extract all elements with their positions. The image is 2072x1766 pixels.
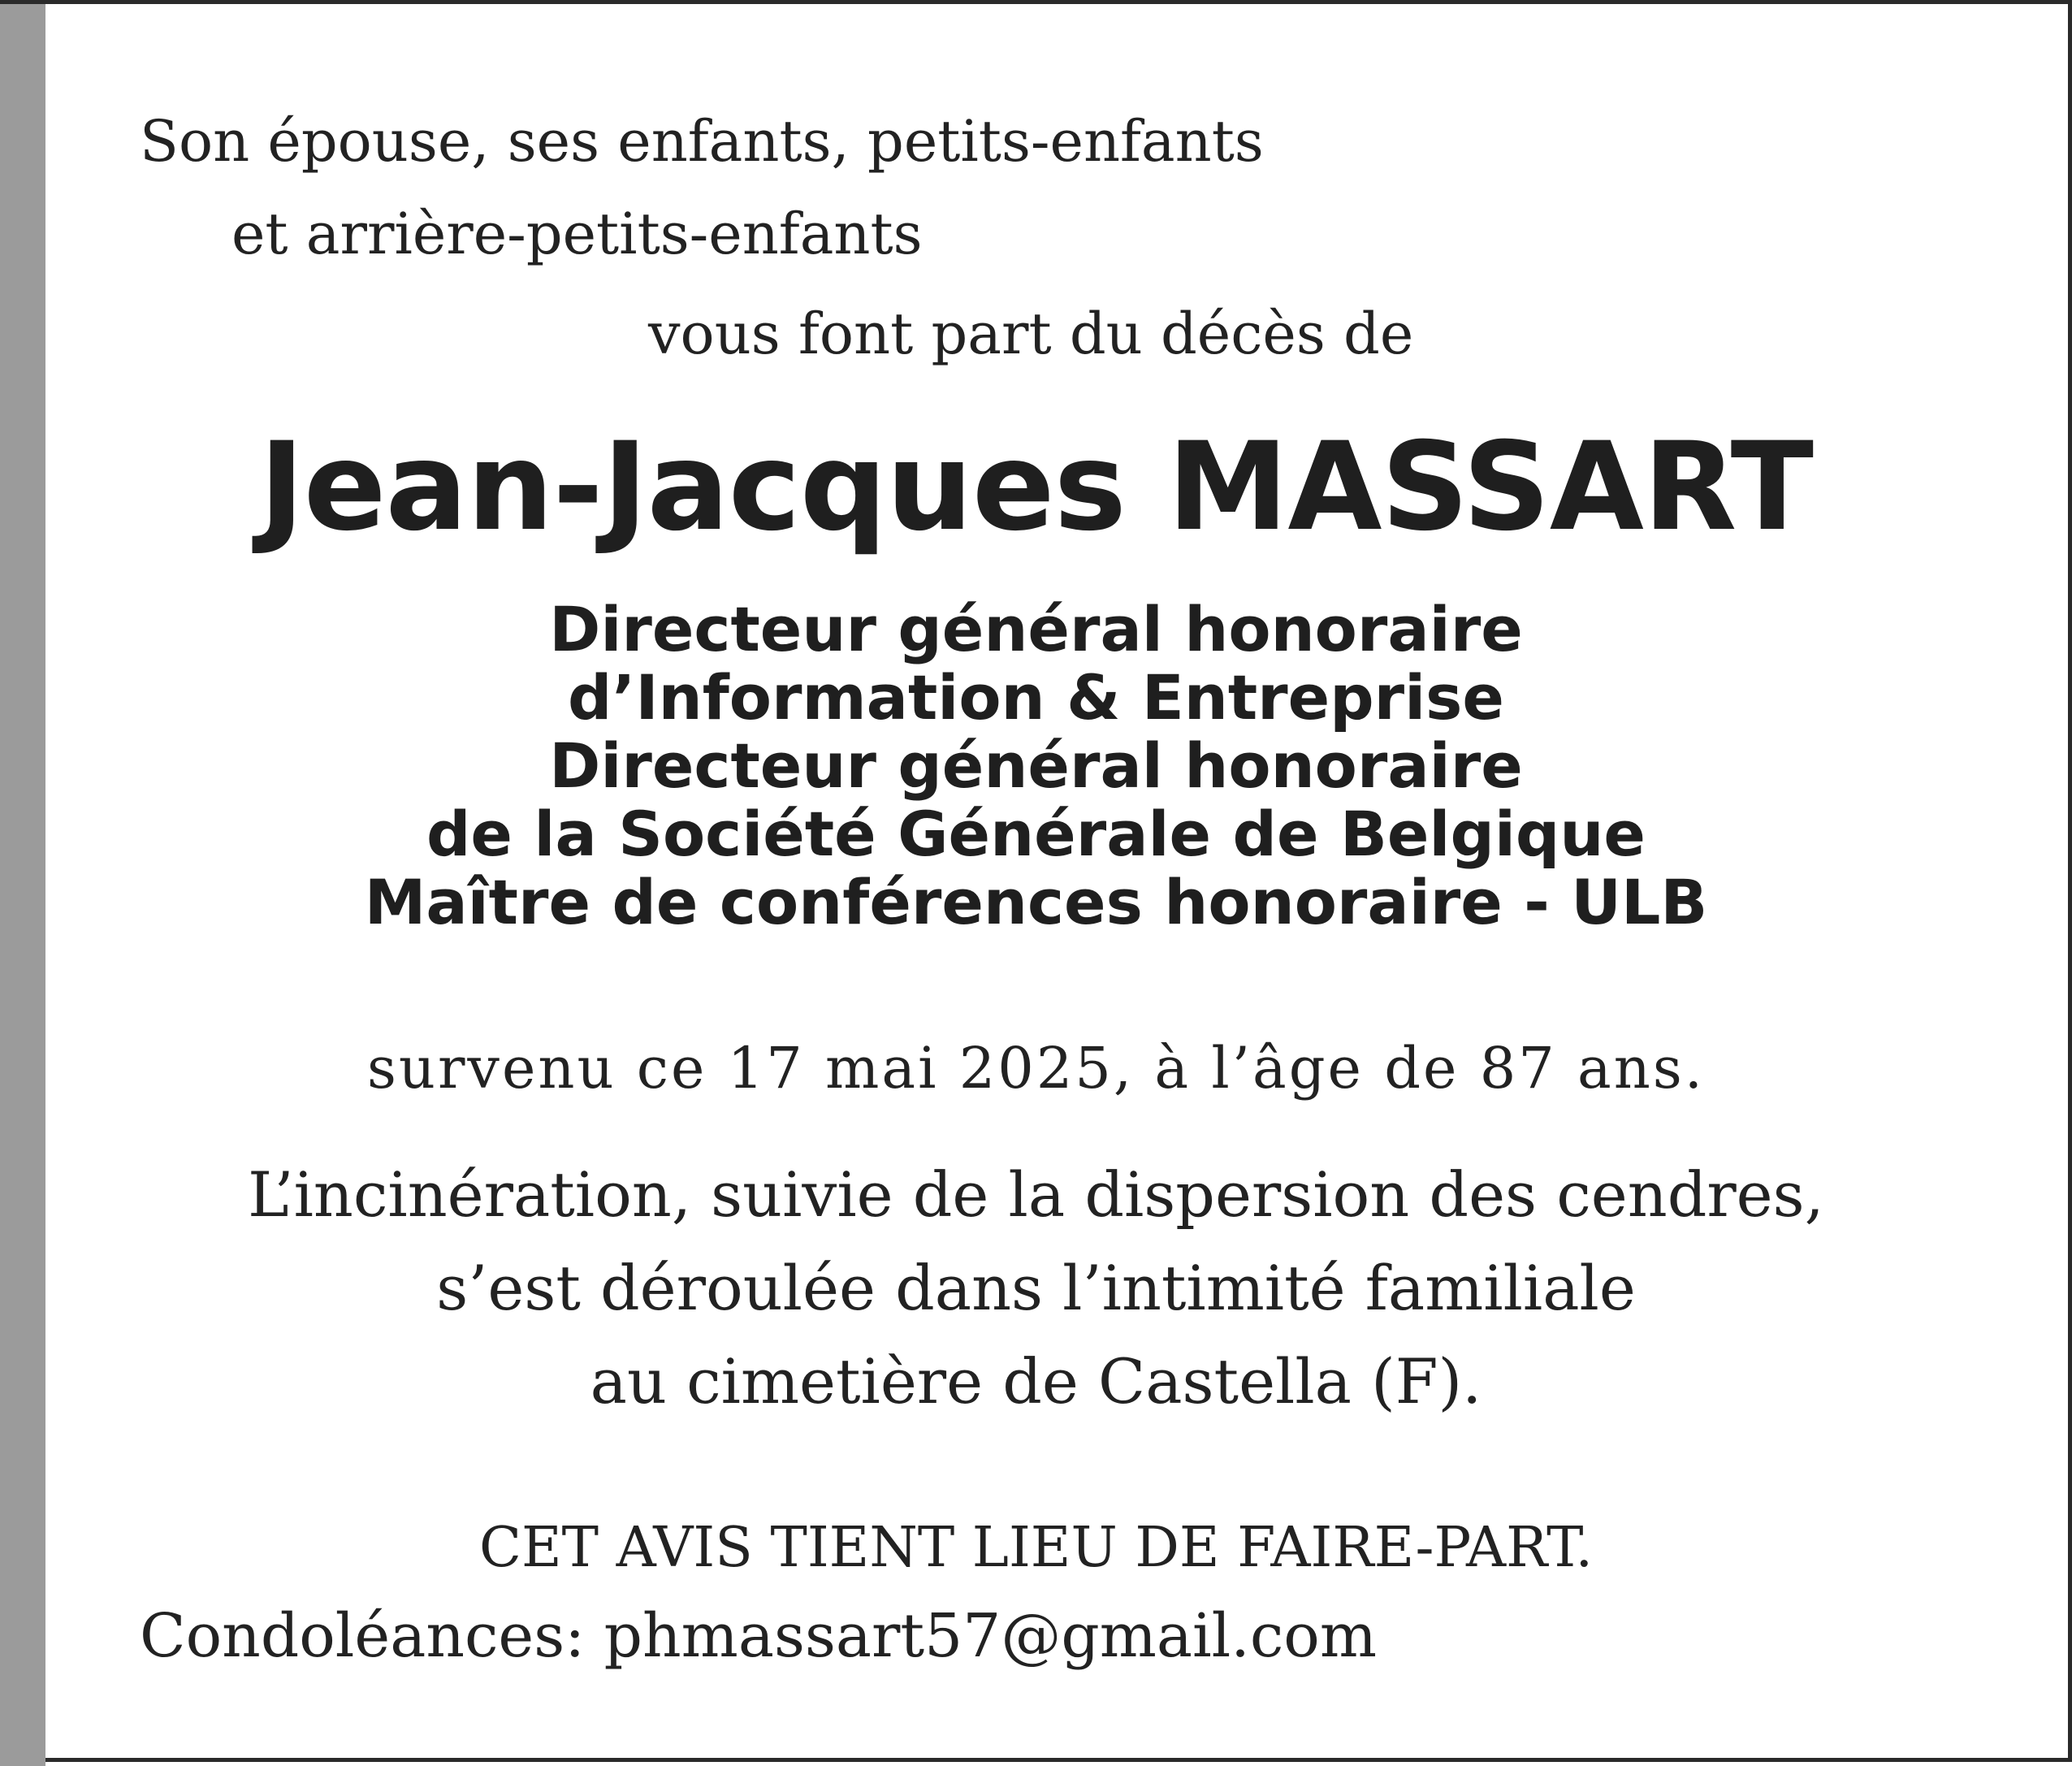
notice-statement: CET AVIS TIENT LIEU DE FAIRE-PART.: [478, 1516, 1594, 1580]
family-intro-line-2: et arrière-petits-enfants: [231, 201, 923, 267]
family-intro-line-1: Son épouse, ses enfants, petits-enfants: [140, 108, 1264, 175]
announcement-intro-line: vous font part du décès de: [648, 301, 1414, 367]
deceased-name: Jean-Jacques MASSART: [258, 417, 1813, 558]
title-line: d’Information & Entreprise: [568, 661, 1504, 734]
ceremony-line: L’incinération, suivie de la dispersion des cendres,: [248, 1158, 1824, 1231]
ceremony-block: [0, 1148, 2072, 1428]
condolences-contact: Condoléances: phmassart57@gmail.com: [140, 1601, 1377, 1671]
title-line: Maître de conférences honoraire - ULB: [364, 866, 1708, 938]
titles-block: [0, 595, 2072, 937]
title-line: de la Société Générale de Belgique: [426, 798, 1646, 870]
ceremony-line: au cimetière de Castella (F).: [590, 1345, 1482, 1418]
title-line: Directeur général honoraire: [549, 593, 1523, 665]
ceremony-line: s’est déroulée dans l’intimité familiale: [436, 1252, 1636, 1324]
title-line: Directeur général honoraire: [549, 729, 1523, 802]
date-of-death-line: survenu ce 17 mai 2025, à l’âge de 87 ans.: [366, 1035, 1706, 1102]
